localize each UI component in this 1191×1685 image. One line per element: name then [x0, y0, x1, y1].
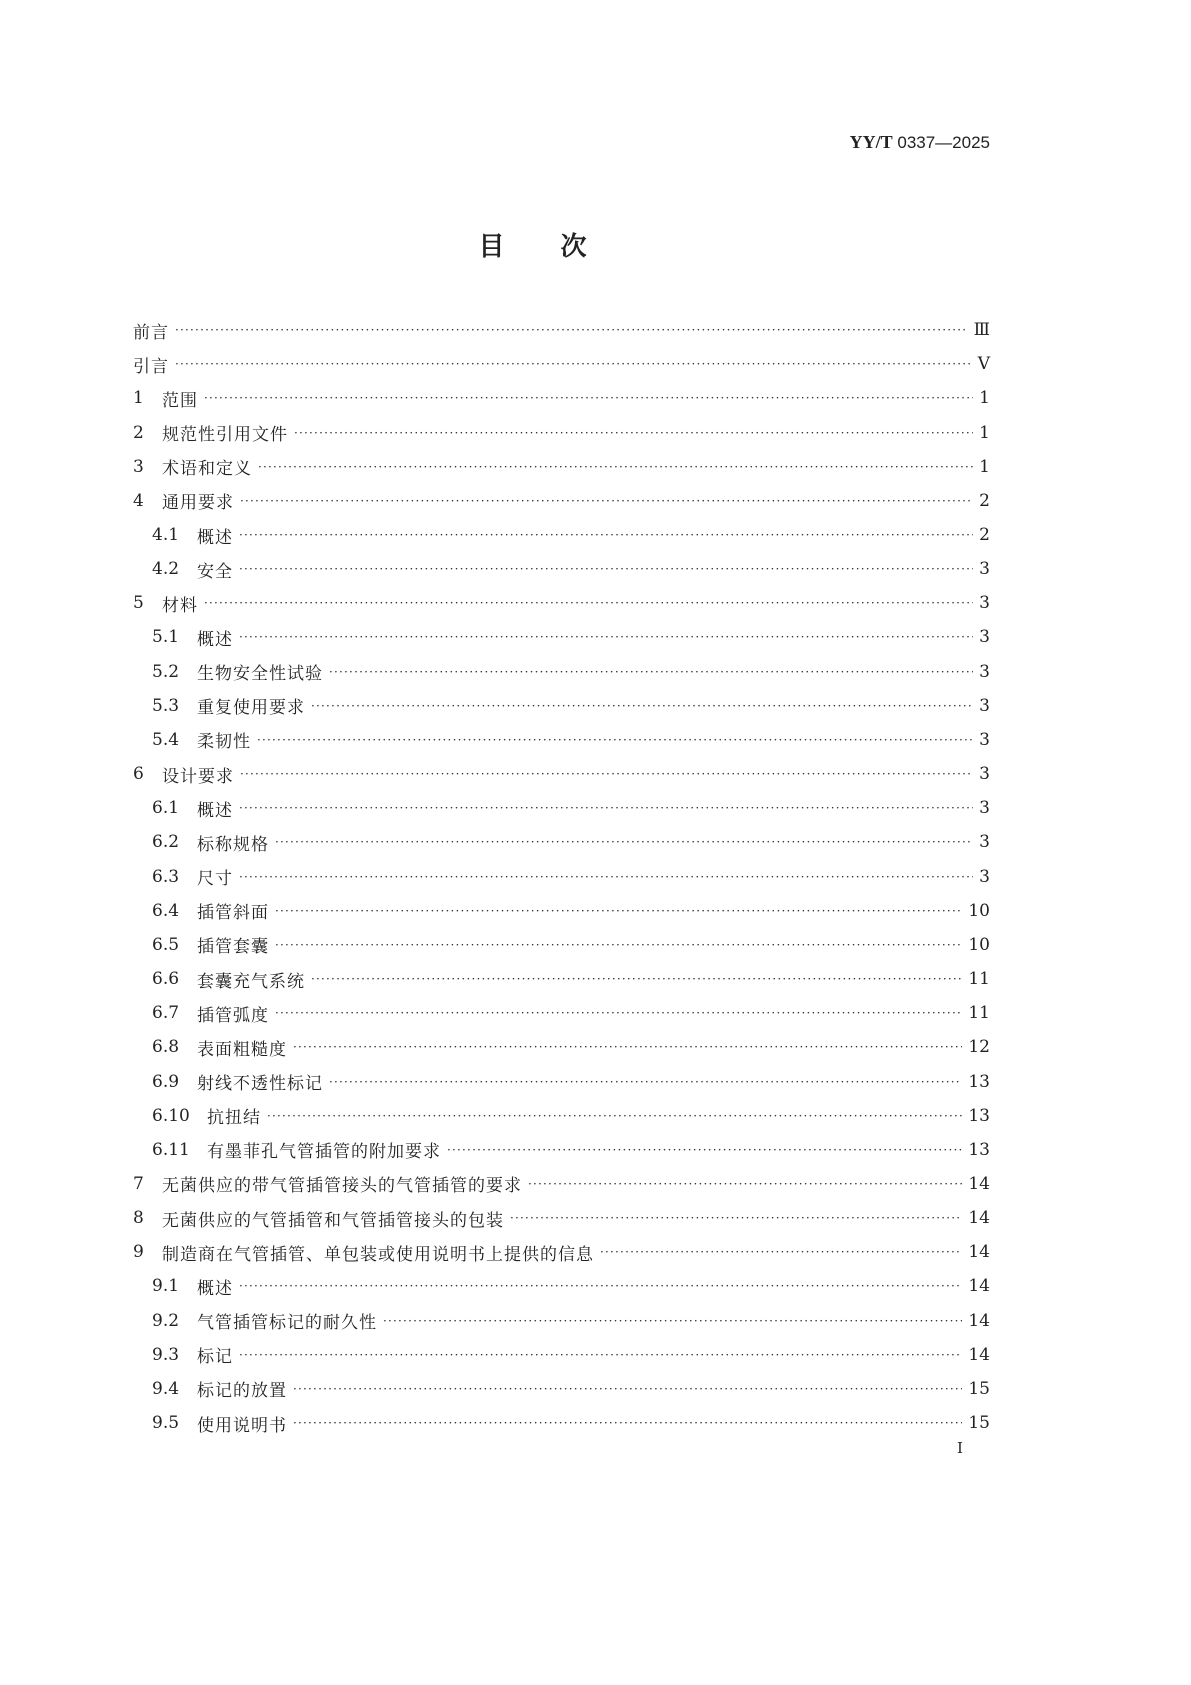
- toc-entry-label: 设计要求: [162, 766, 234, 787]
- toc-entry-number: 5.3: [152, 695, 180, 716]
- dot-leader: [293, 1382, 962, 1396]
- toc-entry-number: 6.7: [152, 1003, 180, 1024]
- toc-entry-label: 重复使用要求: [197, 698, 305, 719]
- toc-entry-number: 6.3: [152, 866, 180, 887]
- dot-leader: [175, 323, 968, 337]
- toc-entry-label: 安全: [197, 561, 233, 582]
- toc-entry[interactable]: [133, 1269, 990, 1303]
- dot-leader: [240, 767, 973, 781]
- toc-entry-label: 无菌供应的带气管插管接头的气管插管的要求: [162, 1176, 522, 1197]
- toc-entry[interactable]: [133, 757, 990, 791]
- toc-entry[interactable]: [133, 723, 990, 757]
- dot-leader: [204, 596, 973, 610]
- toc-entry-number: 5.4: [152, 729, 180, 750]
- toc-entry[interactable]: [133, 415, 990, 449]
- toc-entry-label: 标记的放置: [197, 1381, 287, 1402]
- dot-leader: [293, 1416, 962, 1430]
- toc-entry-label: 柔韧性: [197, 732, 251, 753]
- dot-leader: [293, 1040, 962, 1054]
- toc-entry-page: 3: [979, 832, 990, 853]
- toc-entry[interactable]: [133, 1338, 990, 1372]
- toc-entry-page: 13: [968, 1105, 990, 1126]
- table-of-contents: [133, 313, 990, 1440]
- page-number: I: [957, 1439, 963, 1457]
- toc-entry-page: 1: [979, 422, 990, 443]
- toc-entry-label: 规范性引用文件: [162, 425, 288, 446]
- toc-entry-number: 5.2: [152, 661, 180, 682]
- toc-entry-page: 15: [968, 1378, 990, 1399]
- dot-leader: [239, 562, 973, 576]
- toc-entry[interactable]: [133, 1099, 990, 1133]
- toc-entry-page: 3: [979, 729, 990, 750]
- toc-entry[interactable]: [133, 347, 990, 381]
- toc-entry[interactable]: [133, 518, 990, 552]
- toc-entry[interactable]: [133, 1201, 990, 1235]
- toc-entry-page: 3: [979, 661, 990, 682]
- toc-entry-label: 抗扭结: [207, 1108, 261, 1129]
- toc-entry-page: Ⅲ: [973, 320, 990, 341]
- toc-entry[interactable]: [133, 860, 990, 894]
- toc-entry-label: 概述: [197, 629, 233, 650]
- dot-leader: [275, 938, 962, 952]
- toc-entry-page: 12: [968, 1037, 990, 1058]
- toc-entry-label: 概述: [197, 800, 233, 821]
- toc-entry[interactable]: [133, 1304, 990, 1338]
- toc-entry-number: 4.2: [152, 559, 180, 580]
- dot-leader: [275, 835, 973, 849]
- toc-entry-label: 气管插管标记的耐久性: [197, 1313, 377, 1334]
- toc-entry-number: 5.1: [152, 627, 180, 648]
- toc-entry-label: 插管弧度: [197, 1005, 269, 1026]
- dot-leader: [510, 1211, 962, 1225]
- toc-entry-label: 标称规格: [197, 834, 269, 855]
- dot-leader: [204, 391, 973, 405]
- toc-entry-number: 6.1: [152, 798, 180, 819]
- toc-entry[interactable]: [133, 1372, 990, 1406]
- standard-number: 0337—2025: [897, 133, 990, 152]
- dot-leader: [528, 1177, 962, 1191]
- dot-leader: [311, 972, 962, 986]
- toc-entry-page: 3: [979, 866, 990, 887]
- toc-entry-page: 11: [968, 969, 990, 990]
- toc-entry-number: 6: [133, 764, 144, 785]
- toc-entry-label: 引言: [133, 356, 169, 377]
- standard-code: [850, 132, 990, 153]
- toc-entry-page: 13: [968, 1071, 990, 1092]
- toc-entry-label: 使用说明书: [197, 1415, 287, 1436]
- toc-entry[interactable]: [133, 1030, 990, 1064]
- toc-entry-page: 2: [979, 525, 990, 546]
- toc-entry-number: 2: [133, 422, 144, 443]
- toc-entry-page: 3: [979, 798, 990, 819]
- toc-entry-label: 通用要求: [162, 493, 234, 514]
- toc-entry[interactable]: [133, 381, 990, 415]
- toc-entry-number: 9.2: [152, 1310, 180, 1331]
- dot-leader: [329, 1075, 962, 1089]
- toc-entry-label: 生物安全性试验: [197, 664, 323, 685]
- toc-entry-number: 6.11: [152, 1139, 190, 1160]
- toc-entry[interactable]: [133, 928, 990, 962]
- toc-entry[interactable]: [133, 996, 990, 1030]
- toc-entry[interactable]: [133, 450, 990, 484]
- toc-entry-page: 3: [979, 627, 990, 648]
- dot-leader: [383, 1314, 962, 1328]
- dot-leader: [239, 528, 973, 542]
- toc-entry-label: 术语和定义: [162, 459, 252, 480]
- toc-entry-page: 14: [968, 1242, 990, 1263]
- toc-entry-label: 前言: [133, 322, 169, 343]
- toc-entry-label: 插管斜面: [197, 903, 269, 924]
- toc-entry[interactable]: [133, 655, 990, 689]
- toc-entry[interactable]: [133, 620, 990, 654]
- toc-entry-page: 3: [979, 593, 990, 614]
- toc-entry-label: 有墨菲孔气管插管的附加要求: [207, 1142, 441, 1163]
- toc-entry-number: 5: [133, 593, 144, 614]
- dot-leader: [447, 1143, 962, 1157]
- toc-entry[interactable]: [133, 1235, 990, 1269]
- toc-entry-page: 14: [968, 1208, 990, 1229]
- toc-entry-label: 范围: [162, 390, 198, 411]
- dot-leader: [275, 904, 962, 918]
- dot-leader: [240, 494, 973, 508]
- toc-entry-number: 9.1: [152, 1276, 180, 1297]
- toc-entry-page: Ⅴ: [977, 354, 990, 375]
- dot-leader: [294, 426, 973, 440]
- toc-entry-number: 9.5: [152, 1413, 180, 1434]
- toc-entry-number: 9.4: [152, 1378, 180, 1399]
- toc-entry-number: 9: [133, 1242, 144, 1263]
- dot-leader: [258, 460, 973, 474]
- toc-entry-number: 7: [133, 1173, 144, 1194]
- toc-entry-number: 6.2: [152, 832, 180, 853]
- toc-entry-label: 制造商在气管插管、单包装或使用说明书上提供的信息: [162, 1244, 594, 1265]
- toc-entry-page: 10: [968, 900, 990, 921]
- toc-entry-page: 1: [979, 388, 990, 409]
- toc-entry-label: 概述: [197, 527, 233, 548]
- dot-leader: [329, 665, 973, 679]
- toc-entry-page: 10: [968, 934, 990, 955]
- toc-entry-page: 14: [968, 1310, 990, 1331]
- toc-entry-page: 2: [979, 490, 990, 511]
- toc-entry[interactable]: [133, 586, 990, 620]
- toc-entry[interactable]: [133, 1064, 990, 1098]
- toc-entry-number: 1: [133, 388, 144, 409]
- toc-entry-page: 13: [968, 1139, 990, 1160]
- toc-entry[interactable]: [133, 484, 990, 518]
- toc-entry-number: 6.4: [152, 900, 180, 921]
- toc-entry[interactable]: [133, 825, 990, 859]
- dot-leader: [257, 733, 973, 747]
- dot-leader: [600, 1245, 962, 1259]
- toc-entry-page: 14: [968, 1344, 990, 1365]
- toc-entry[interactable]: [133, 689, 990, 723]
- toc-entry[interactable]: [133, 1167, 990, 1201]
- toc-entry-number: 8: [133, 1208, 144, 1229]
- toc-entry-label: 概述: [197, 1278, 233, 1299]
- dot-leader: [239, 870, 973, 884]
- toc-entry-label: 射线不透性标记: [197, 1074, 323, 1095]
- dot-leader: [239, 1348, 962, 1362]
- toc-entry[interactable]: [133, 1133, 990, 1167]
- dot-leader: [275, 1006, 962, 1020]
- dot-leader: [239, 630, 973, 644]
- toc-entry-label: 材料: [162, 595, 198, 616]
- toc-entry-page: 3: [979, 559, 990, 580]
- dot-leader: [175, 357, 972, 371]
- toc-entry-number: 6.8: [152, 1037, 180, 1058]
- toc-entry-number: 6.6: [152, 969, 180, 990]
- dot-leader: [311, 699, 973, 713]
- dot-leader: [267, 1109, 962, 1123]
- toc-entry-page: 15: [968, 1413, 990, 1434]
- toc-entry[interactable]: [133, 894, 990, 928]
- toc-entry-page: 11: [968, 1003, 990, 1024]
- toc-entry[interactable]: [133, 1406, 990, 1440]
- toc-entry-page: 1: [979, 456, 990, 477]
- toc-entry-number: 4.1: [152, 525, 180, 546]
- toc-entry-label: 插管套囊: [197, 937, 269, 958]
- standard-prefix: YY/T: [849, 132, 893, 152]
- toc-entry[interactable]: [133, 962, 990, 996]
- toc-entry[interactable]: [133, 791, 990, 825]
- toc-entry-label: 套囊充气系统: [197, 971, 305, 992]
- toc-entry-label: 无菌供应的气管插管和气管插管接头的包装: [162, 1210, 504, 1231]
- toc-entry-label: 标记: [197, 1347, 233, 1368]
- toc-entry[interactable]: [133, 313, 990, 347]
- toc-entry-label: 尺寸: [197, 869, 233, 890]
- page-title: 目次: [478, 232, 643, 262]
- dot-leader: [239, 1279, 962, 1293]
- toc-entry-number: 3: [133, 456, 144, 477]
- toc-entry-label: 表面粗糙度: [197, 1039, 287, 1060]
- toc-entry-number: 4: [133, 490, 144, 511]
- toc-entry-number: 9.3: [152, 1344, 180, 1365]
- toc-entry-number: 6.9: [152, 1071, 180, 1092]
- toc-entry-number: 6.5: [152, 934, 180, 955]
- toc-entry-page: 14: [968, 1173, 990, 1194]
- toc-entry[interactable]: [133, 552, 990, 586]
- dot-leader: [239, 801, 973, 815]
- toc-entry-page: 3: [979, 764, 990, 785]
- toc-entry-page: 14: [968, 1276, 990, 1297]
- toc-entry-number: 6.10: [152, 1105, 190, 1126]
- toc-entry-page: 3: [979, 695, 990, 716]
